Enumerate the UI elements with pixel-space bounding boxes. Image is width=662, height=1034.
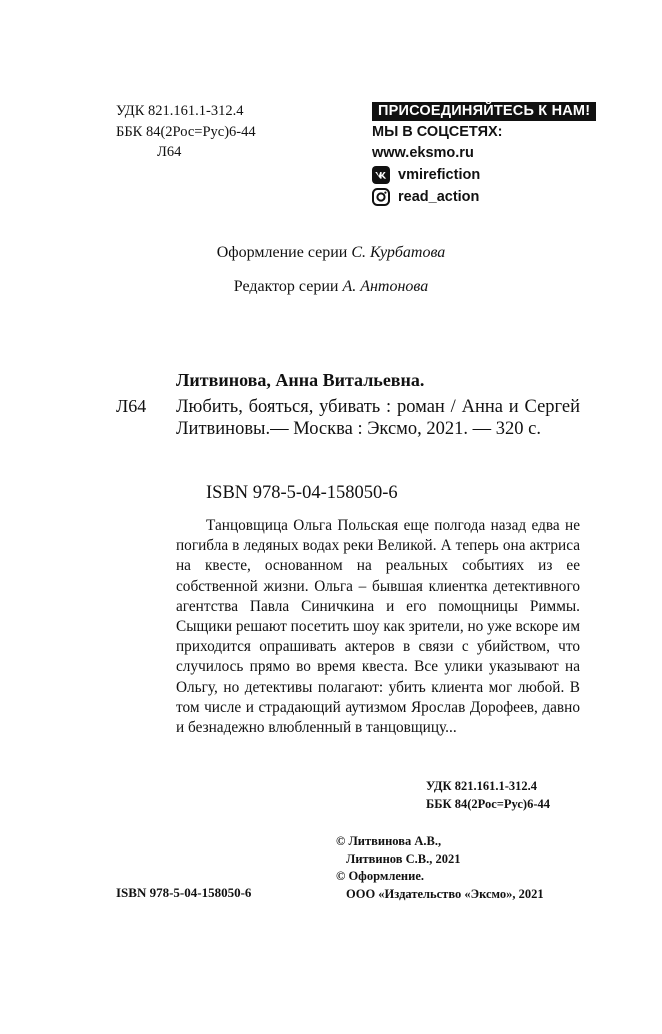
udk-code-right: УДК 821.161.1-312.4 [426,779,537,793]
copyright-design: © Оформление. [336,869,425,883]
author-code: Л64 [157,144,182,160]
series-editor-credit [0,278,662,296]
bbk-code-right: ББК 84(2Рос=Рус)6-44 [426,796,550,811]
series-editor-name: А. Антонова [342,278,429,295]
isbn-main: ISBN 978-5-04-158050-6 [206,483,398,503]
bbk-code: ББК 84(2Рос=Рус)6-44 [116,123,256,140]
title-description: Любить, бояться, убивать : роман / Анна и Сергей Литвиновы.— Москва : Эксмо, 2021. — 320 с. [176,397,580,439]
series-design-credit [0,244,662,262]
annotation-paragraph: Танцовщица Ольга Польская еще полгода назад едва не погибла в ледяных водах реки Великой. А теперь она актриса на квесте, основанном на реальных событиях из ее собственной жизни. Ольга – бывшая клиентка детективного агентства Павла Синичкина и его помощницы Риммы. Сыщики решают посетить шоу как зрители, но уже вскоре им приходится опрашивать актеров в связи с убийством, что случилось прямо во время квеста. Все улики указывают на Ольгу, но детективы полагают: убить клиента мог любой. В том числе и страдающий аутизмом Ярослав Дорофеев, давно и безнадежно влюбленный в танцовщицу... [176,517,580,737]
instagram-handle: read_action [398,188,480,205]
classification-right [426,778,550,813]
udk-code: УДК 821.161.1-312.4 [116,103,244,119]
copyright-block [336,833,544,903]
library-code: Л64 [116,396,147,416]
copyright-authors-cont: Литвинов С.В., 2021 [346,851,461,866]
author-heading: Литвинова, Анна Витальевна. [176,370,425,390]
copyright-authors: © Литвинова А.В., [336,834,442,848]
vk-handle: vmirefiction [398,166,481,183]
vk-row[interactable] [372,164,596,186]
join-banner: ПРИСОЕДИНЯЙТЕСЬ К НАМ! [372,102,596,121]
website-link[interactable]: www.eksmo.ru [372,145,474,161]
vk-icon [372,166,390,184]
social-subtitle: МЫ В СОЦСЕТЯХ: [372,124,503,140]
instagram-icon [372,188,390,206]
copyright-publisher: ООО «Издательство «Эксмо», 2021 [346,886,544,901]
series-editor-label: Редактор серии [233,278,339,295]
social-block [372,101,596,208]
series-design-name: С. Курбатова [351,244,446,261]
series-design-label: Оформление серии [216,244,348,261]
instagram-row[interactable] [372,186,596,208]
classification-block [116,101,256,163]
isbn-footer: ISBN 978-5-04-158050-6 [116,885,252,900]
